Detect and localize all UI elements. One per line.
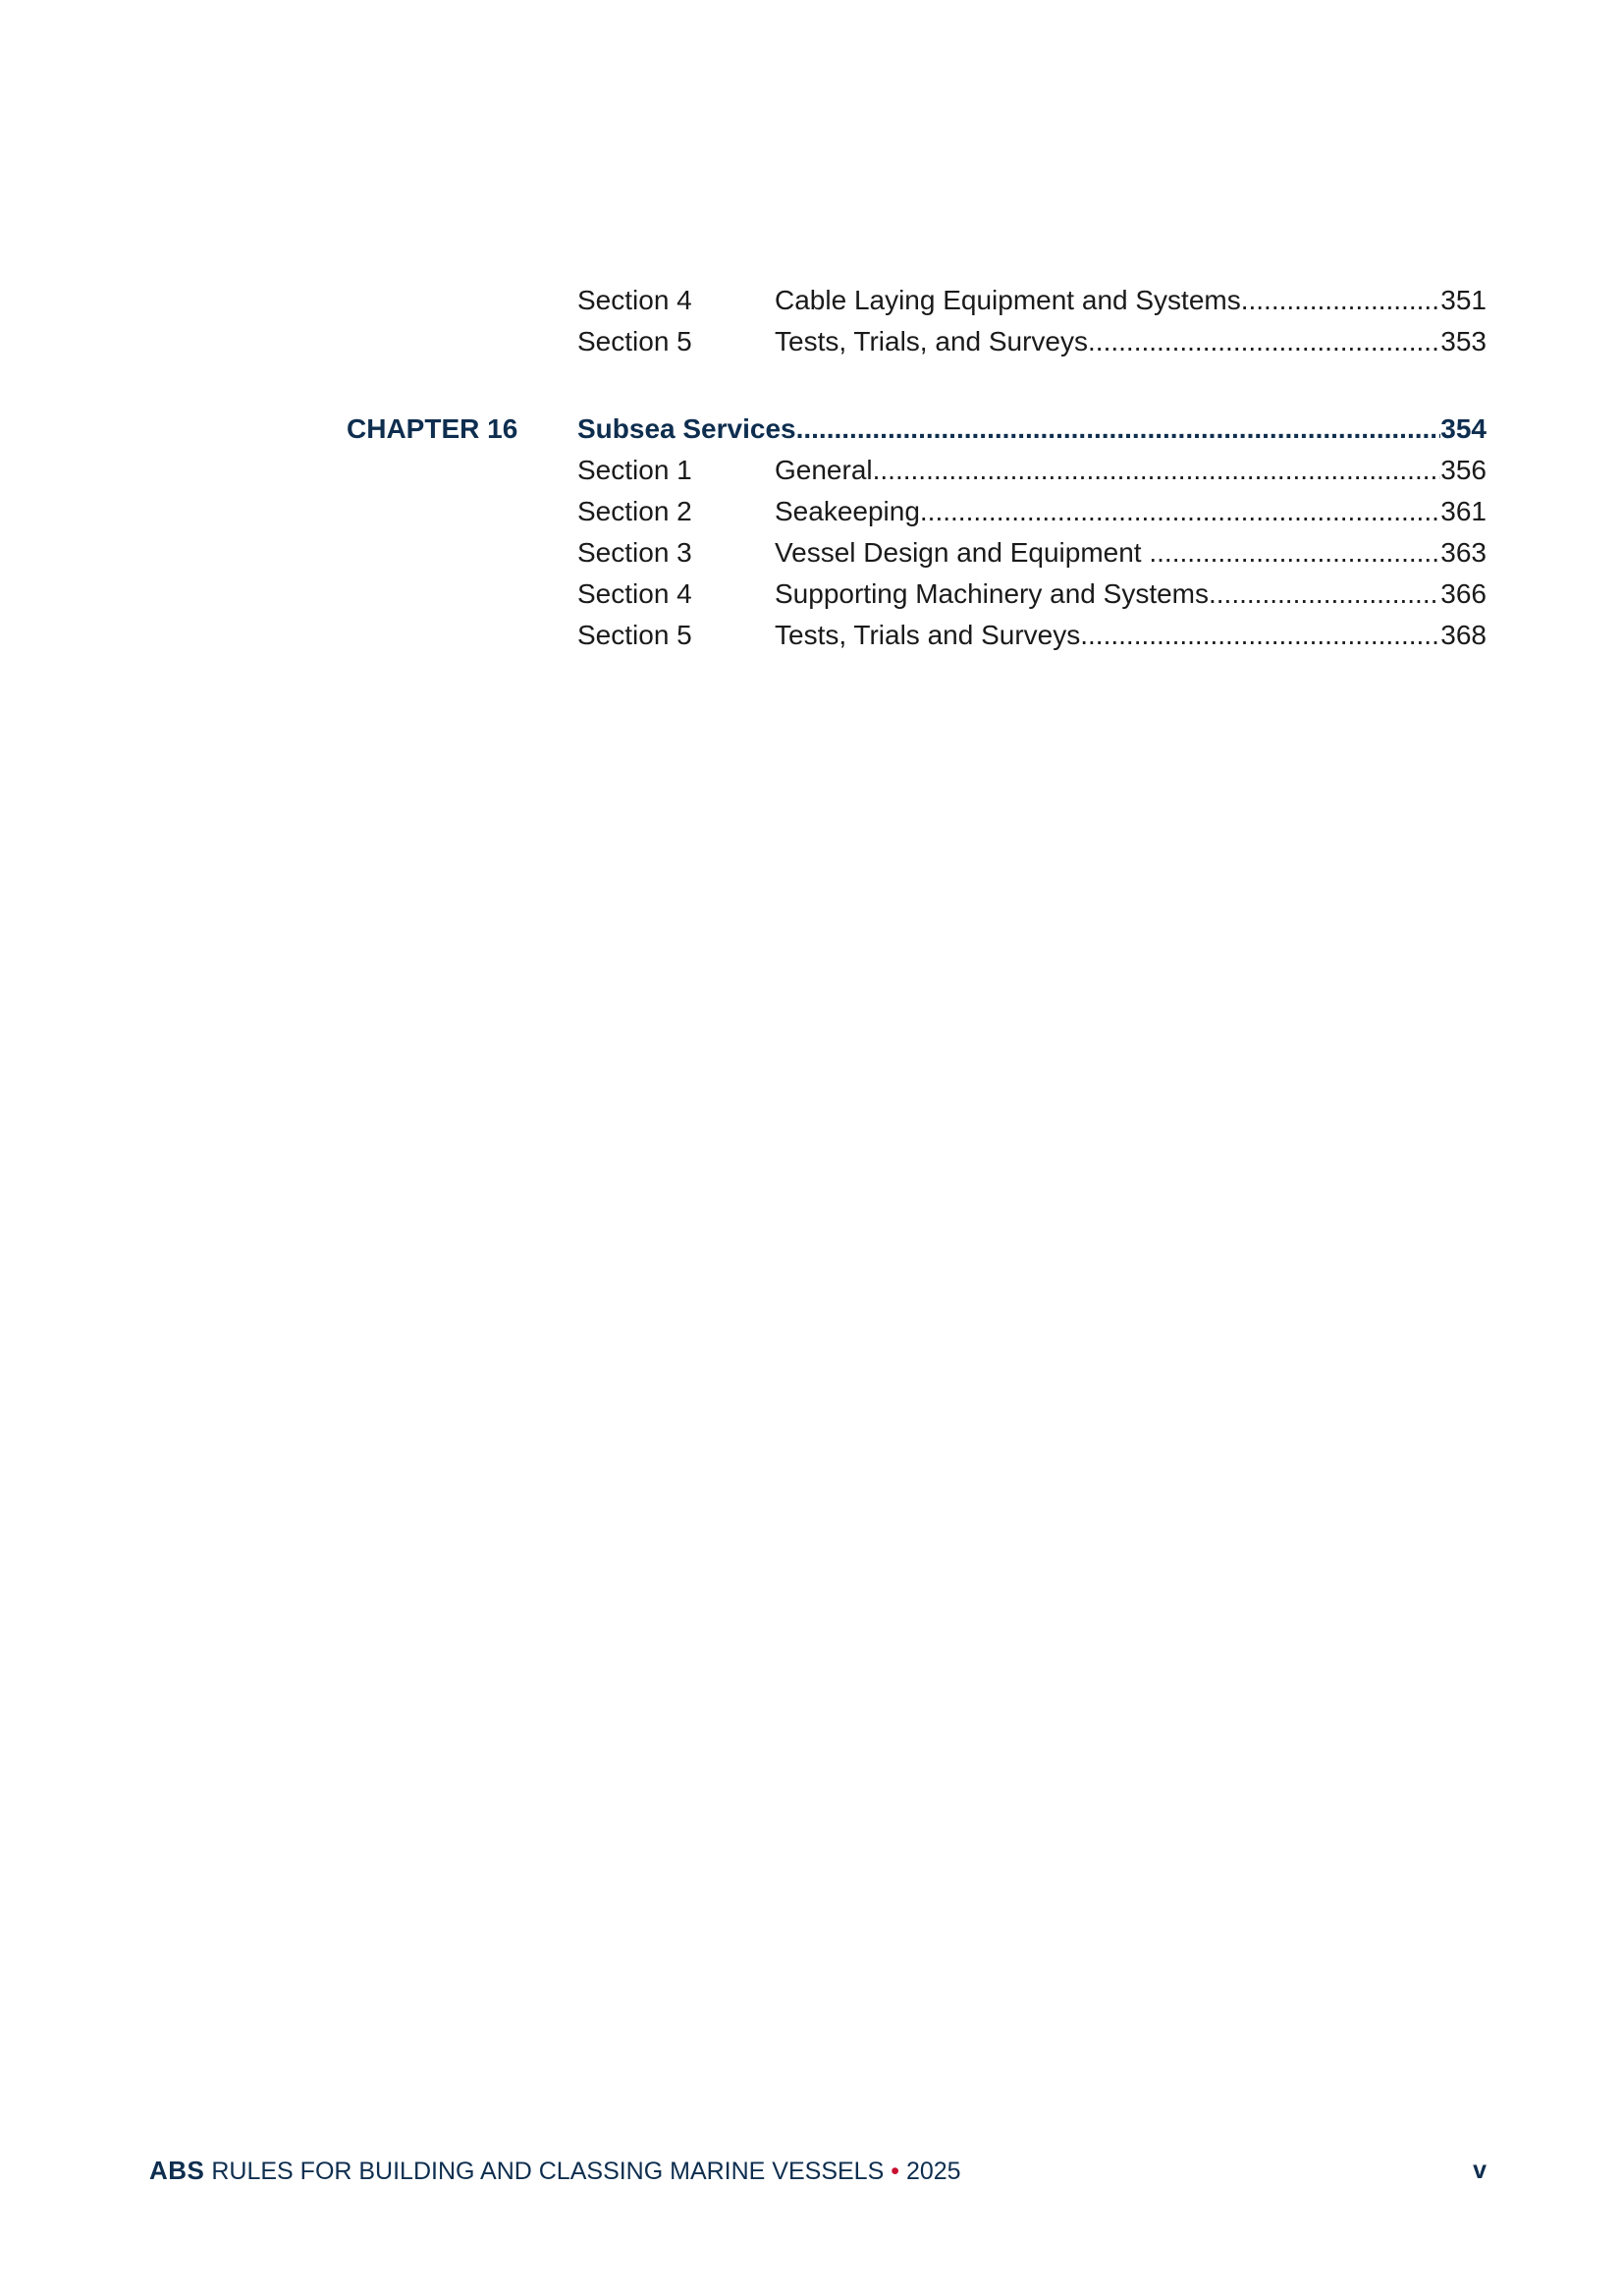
- footer-year: 2025: [905, 2158, 961, 2185]
- dot-leader: [1241, 280, 1441, 321]
- section-entry[interactable]: [775, 450, 1487, 491]
- dot-leader: [1080, 615, 1440, 656]
- page-number: v: [1473, 2157, 1487, 2184]
- section-page-number: 366: [1440, 578, 1487, 609]
- page-footer: [149, 2151, 1487, 2190]
- section-title: Cable Laying Equipment and Systems: [775, 285, 1241, 315]
- section-title: General: [775, 455, 873, 485]
- chapter-label: CHAPTER 16: [347, 413, 518, 444]
- dot-leader: [1088, 321, 1440, 362]
- section-label: Section 5: [577, 620, 692, 650]
- section-page-number: 363: [1440, 537, 1487, 568]
- dot-leader: [873, 450, 1441, 491]
- section-entry[interactable]: [775, 574, 1487, 615]
- section-page-number: 351: [1440, 285, 1487, 315]
- section-title: Tests, Trials, and Surveys: [775, 326, 1089, 356]
- chapter-title: Subsea Services: [577, 413, 796, 444]
- chapter-entry[interactable]: [577, 409, 1487, 450]
- footer-bullet-separator: •: [891, 2158, 899, 2185]
- section-title: Vessel Design and Equipment: [775, 537, 1150, 568]
- section-page-number: 356: [1440, 455, 1487, 485]
- section-entry[interactable]: [775, 321, 1487, 362]
- section-label: Section 1: [577, 455, 692, 485]
- chapter-page-number: 354: [1440, 413, 1487, 444]
- dot-leader: [796, 409, 1441, 450]
- dot-leader: [1149, 532, 1440, 574]
- section-title: Seakeeping: [775, 496, 920, 526]
- section-page-number: 361: [1440, 496, 1487, 526]
- section-entry[interactable]: [775, 615, 1487, 656]
- section-page-number: 353: [1440, 326, 1487, 356]
- brand-logo-text: ABS: [149, 2156, 205, 2185]
- section-title: Supporting Machinery and Systems: [775, 578, 1209, 609]
- section-label: Section 4: [577, 578, 692, 609]
- section-label: Section 2: [577, 496, 692, 526]
- section-entry[interactable]: [775, 532, 1487, 574]
- section-entry[interactable]: [775, 280, 1487, 321]
- dot-leader: [920, 491, 1440, 532]
- section-page-number: 368: [1440, 620, 1487, 650]
- section-label: Section 3: [577, 537, 692, 568]
- section-title: Tests, Trials and Surveys: [775, 620, 1081, 650]
- section-entry[interactable]: [775, 491, 1487, 532]
- dot-leader: [1209, 574, 1440, 615]
- footer-title: RULES FOR BUILDING AND CLASSING MARINE VESSELS: [211, 2158, 885, 2185]
- section-label: Section 5: [577, 326, 692, 356]
- section-label: Section 4: [577, 285, 692, 315]
